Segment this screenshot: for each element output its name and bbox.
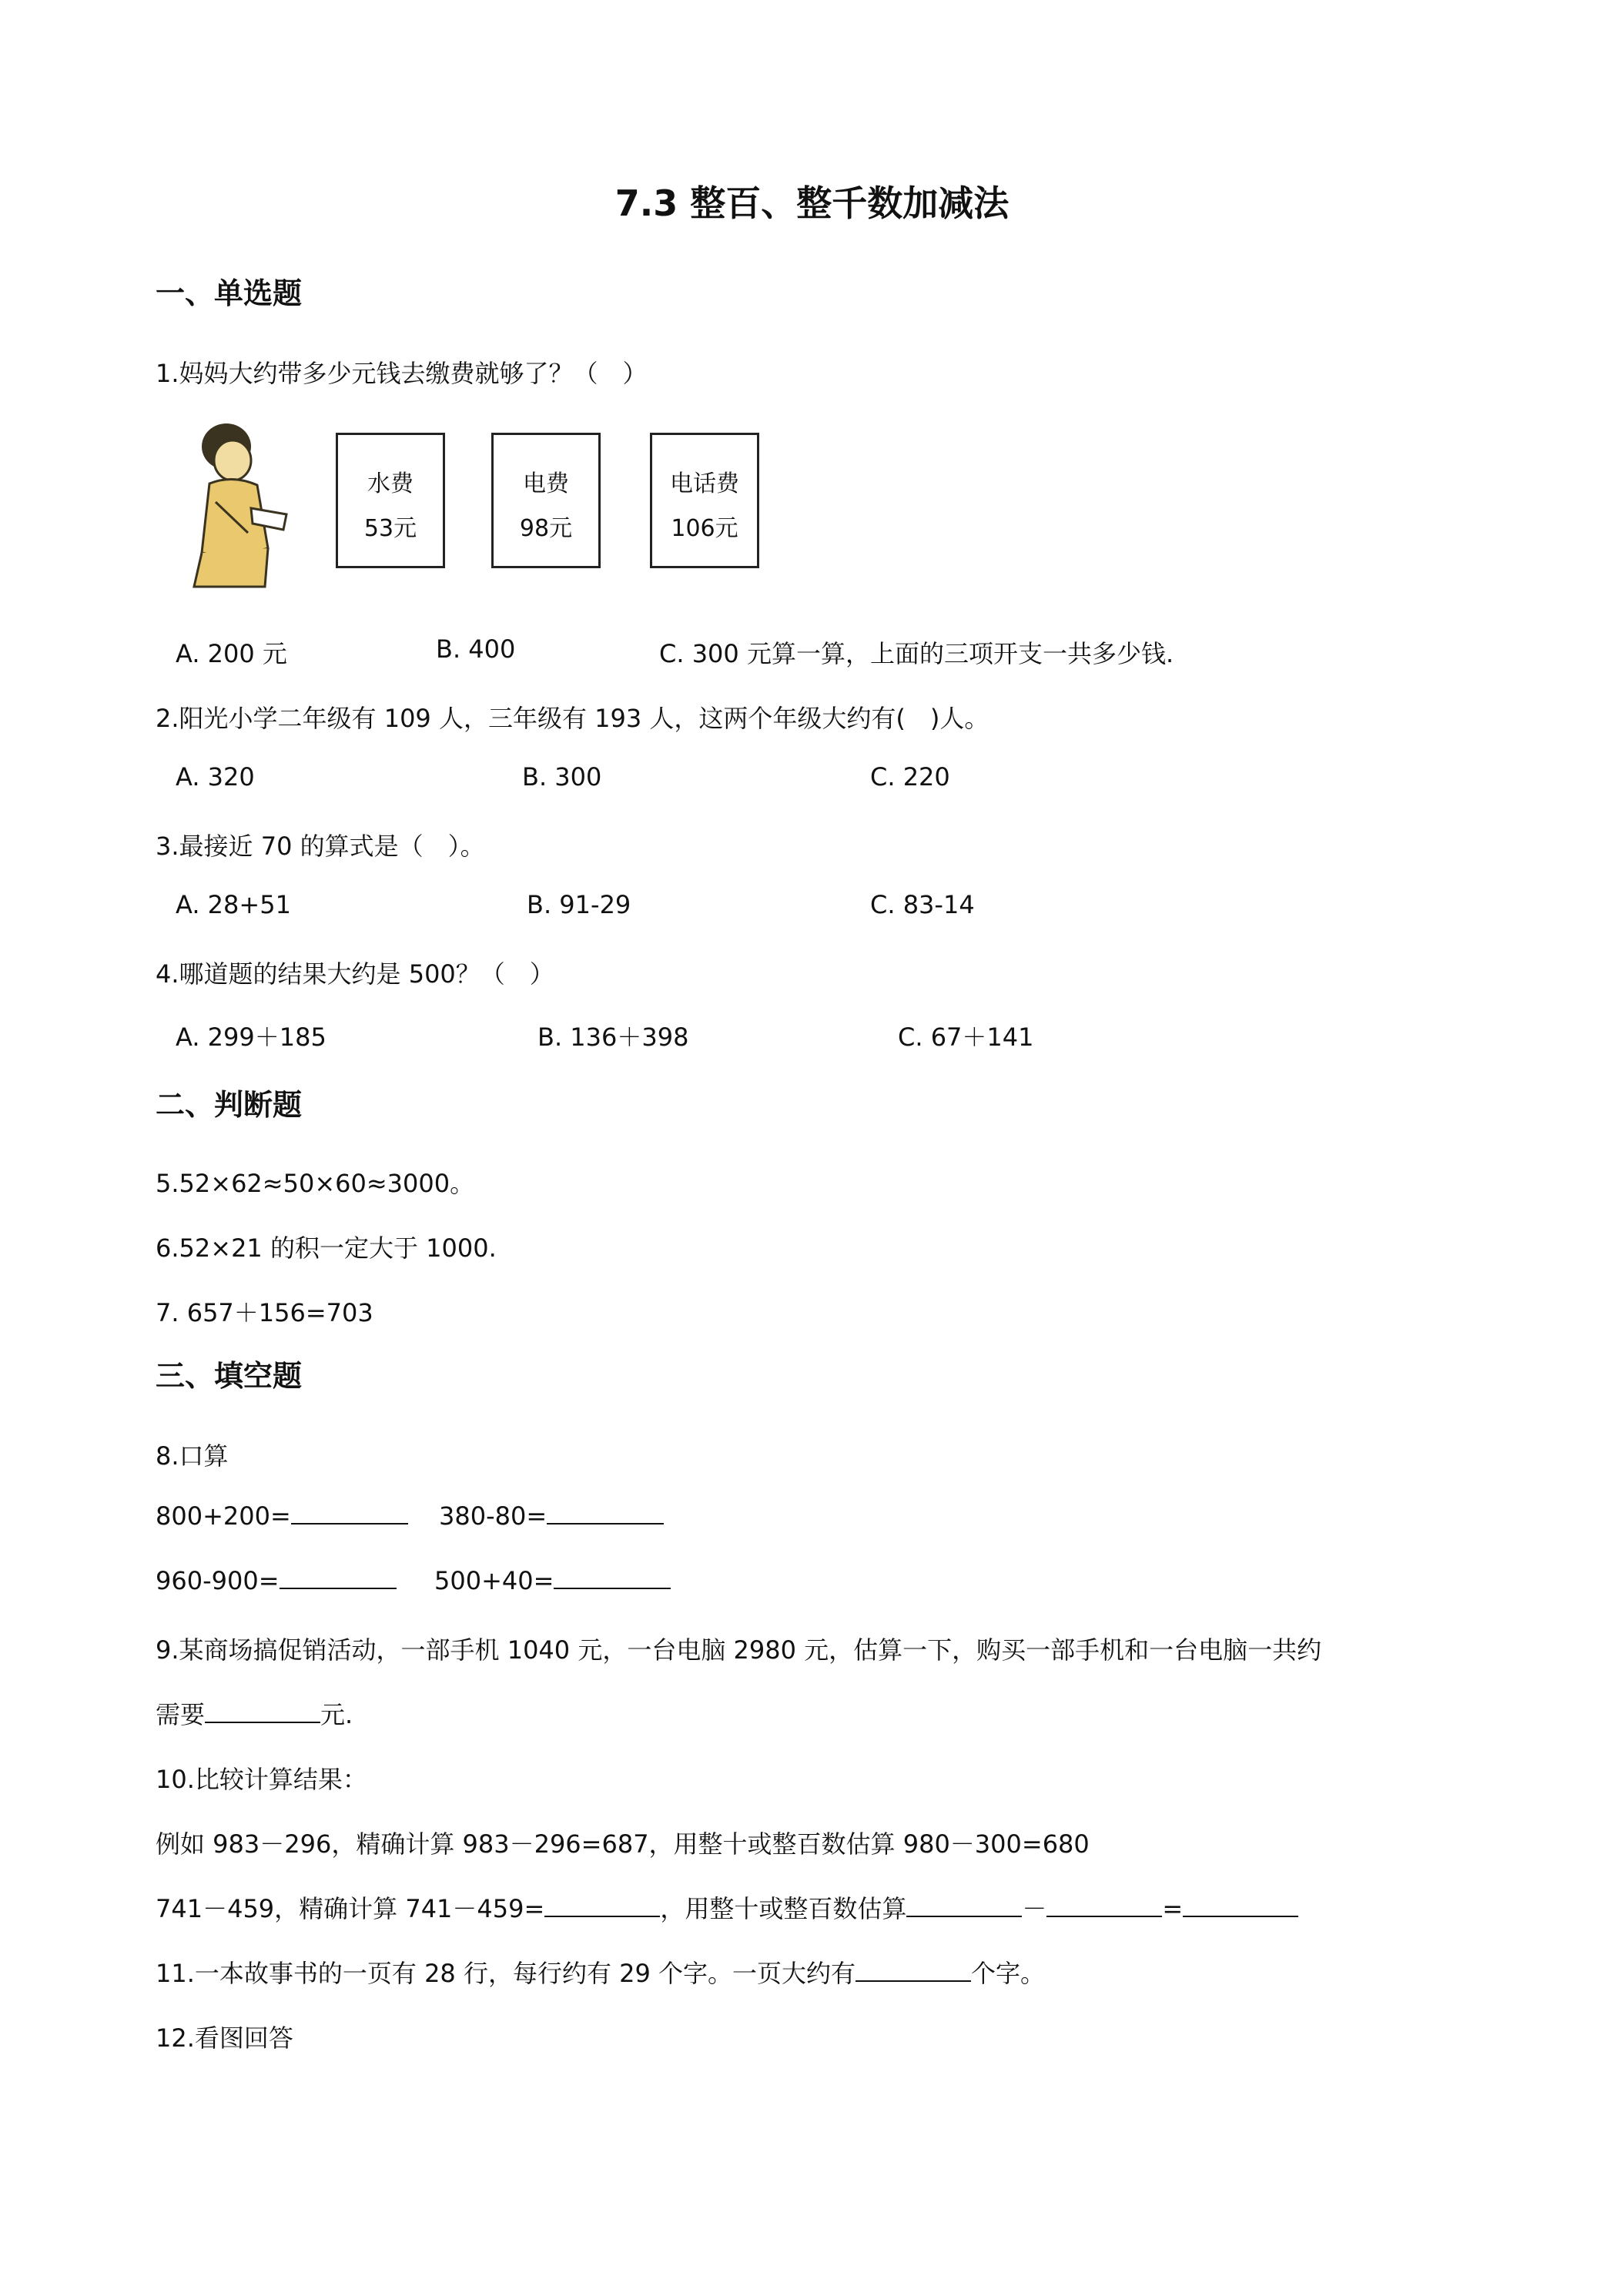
answer-blank[interactable] — [856, 1959, 971, 1982]
q2-option-b[interactable]: B. 300 — [522, 762, 602, 792]
q3-option-a[interactable]: A. 28+51 — [176, 890, 291, 919]
q8-expression: 800+200= — [156, 1501, 291, 1531]
question-1-text: 1.妈妈大约带多少元钱去缴费就够了？（ ） — [156, 359, 648, 388]
bill-name: 电话费 — [670, 470, 739, 497]
q8-item-c — [156, 1566, 397, 1595]
q10-estimate-label: ，用整十或整百数估算 — [660, 1894, 907, 1923]
bill-name: 电费 — [523, 470, 569, 497]
answer-blank[interactable] — [544, 1894, 660, 1917]
question-11-text — [156, 1954, 1045, 1990]
q3-option-c[interactable]: C. 83-14 — [870, 890, 975, 919]
q4-option-c[interactable]: C. 67＋141 — [898, 1022, 1034, 1052]
q3-option-b[interactable]: B. 91-29 — [527, 890, 631, 919]
bill-card-phone — [650, 433, 759, 568]
q8-expression: 960-900= — [156, 1566, 280, 1595]
q8-item-d — [434, 1566, 671, 1595]
answer-blank[interactable] — [906, 1894, 1022, 1917]
answer-blank[interactable] — [280, 1566, 397, 1589]
q1-option-c[interactable]: C. 300 元算一算，上面的三项开支一共多少钱. — [659, 639, 1174, 668]
q11-prefix: 11.一本故事书的一页有 28 行，每行约有 29 个字。一页大约有 — [156, 1959, 856, 1988]
question-8-text: 8.口算 — [156, 1441, 229, 1471]
answer-blank[interactable] — [205, 1700, 320, 1723]
bill-amount: 53元 — [363, 515, 417, 542]
question-12-text: 12.看图回答 — [156, 2023, 293, 2053]
q1-option-a[interactable]: A. 200 元 — [176, 639, 287, 668]
question-9-line-2 — [156, 1695, 353, 1731]
question-4-text: 4.哪道题的结果大约是 500？（ ） — [156, 959, 554, 989]
q4-option-a[interactable]: A. 299＋185 — [176, 1022, 326, 1052]
section-heading-fill-blank: 三、填空题 — [156, 1359, 303, 1393]
page-title: 7.3 整百、整千数加减法 — [614, 182, 1010, 224]
q2-option-a[interactable]: A. 320 — [176, 762, 255, 792]
question-10-text: 10.比较计算结果： — [156, 1765, 367, 1794]
q1-option-b[interactable]: B. 400 — [436, 634, 516, 664]
q8-item-a — [156, 1501, 408, 1531]
q8-expression: 380-80= — [439, 1501, 547, 1531]
question-9-line-1: 9.某商场搞促销活动，一部手机 1040 元，一台电脑 2980 元，估算一下，购买一部手机和一台电脑一共约 — [156, 1635, 1322, 1665]
answer-blank[interactable] — [291, 1501, 408, 1525]
question-2-text: 2.阳光小学二年级有 109 人，三年级有 193 人，这两个年级大约有( )人。 — [156, 704, 989, 733]
q2-option-c[interactable]: C. 220 — [870, 762, 950, 792]
question-10-example: 例如 983－296，精确计算 983－296=687，用整十或整百数估算 980－300=680 — [156, 1829, 1090, 1859]
q8-expression: 500+40= — [434, 1566, 554, 1595]
question-3-text: 3.最接近 70 的算式是（ ）。 — [156, 832, 485, 861]
answer-blank[interactable] — [1183, 1894, 1298, 1917]
woman-illustration — [171, 417, 294, 588]
equals-sign: = — [1162, 1894, 1184, 1923]
section-heading-single-choice: 一、单选题 — [156, 276, 303, 310]
bill-name: 水费 — [367, 470, 414, 497]
question-10-task — [156, 1889, 1298, 1925]
q11-suffix: 个字。 — [971, 1959, 1046, 1988]
q9-suffix: 元. — [320, 1700, 353, 1729]
bill-amount: 98元 — [519, 515, 573, 542]
q8-item-b — [439, 1501, 664, 1531]
minus-sign: － — [1022, 1894, 1047, 1923]
question-5-text: 5.52×62≈50×60≈3000。 — [156, 1169, 475, 1198]
answer-blank[interactable] — [547, 1501, 664, 1525]
bill-card-electricity — [491, 433, 601, 568]
section-heading-judgement: 二、判断题 — [156, 1088, 303, 1122]
question-7-text: 7. 657＋156=703 — [156, 1298, 373, 1327]
answer-blank[interactable] — [554, 1566, 671, 1589]
q10-expression: 741－459，精确计算 741－459= — [156, 1894, 545, 1923]
q9-prefix: 需要 — [156, 1700, 206, 1729]
answer-blank[interactable] — [1046, 1894, 1162, 1917]
bill-card-water — [336, 433, 445, 568]
question-6-text: 6.52×21 的积一定大于 1000. — [156, 1233, 497, 1263]
bill-amount: 106元 — [671, 515, 738, 542]
q4-option-b[interactable]: B. 136＋398 — [537, 1022, 689, 1052]
